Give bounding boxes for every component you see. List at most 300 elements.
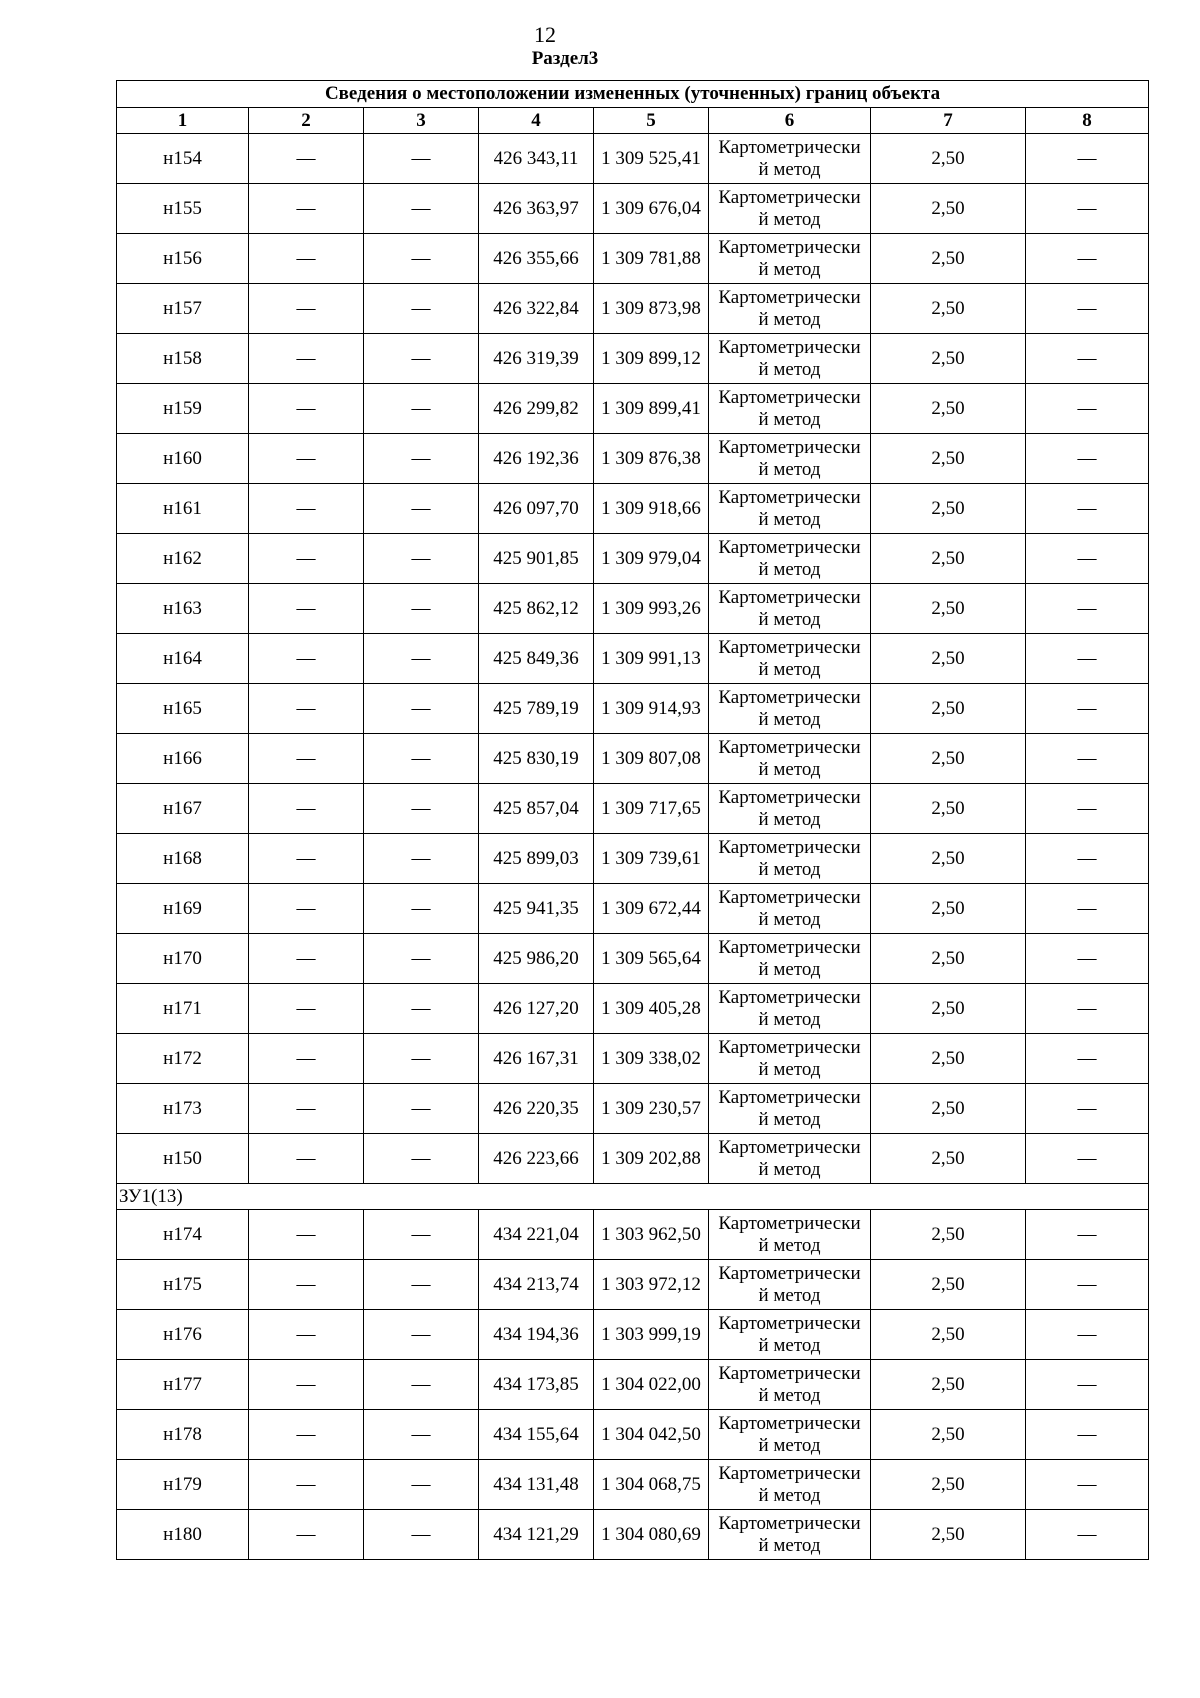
empty-dash: — — [364, 934, 479, 984]
point-label: н180 — [117, 1510, 249, 1560]
empty-dash: — — [249, 1260, 364, 1310]
accuracy-value: 2,50 — [871, 1410, 1026, 1460]
method-line-1: Картометрически — [718, 786, 861, 808]
empty-dash: — — [1026, 134, 1149, 184]
method-line-2: й метод — [758, 1384, 821, 1406]
table-row — [117, 834, 1149, 884]
table-caption-row — [117, 81, 1149, 108]
empty-dash: — — [249, 184, 364, 234]
method-cell — [709, 1084, 871, 1134]
empty-dash: — — [364, 1210, 479, 1260]
table-row — [117, 734, 1149, 784]
column-number: 6 — [709, 108, 871, 134]
empty-dash: — — [249, 584, 364, 634]
point-label: н161 — [117, 484, 249, 534]
empty-dash: — — [364, 234, 479, 284]
table-row — [117, 1360, 1149, 1410]
point-label: н166 — [117, 734, 249, 784]
y-coordinate: 1 309 876,38 — [594, 434, 709, 484]
method-line-2: й метод — [758, 508, 821, 530]
empty-dash: — — [364, 1460, 479, 1510]
method-line-2: й метод — [758, 908, 821, 930]
x-coordinate: 425 901,85 — [479, 534, 594, 584]
empty-dash: — — [1026, 434, 1149, 484]
point-label: н154 — [117, 134, 249, 184]
empty-dash: — — [249, 984, 364, 1034]
empty-dash: — — [364, 284, 479, 334]
point-label: н163 — [117, 584, 249, 634]
point-label: н168 — [117, 834, 249, 884]
y-coordinate: 1 303 999,19 — [594, 1310, 709, 1360]
method-line-1: Картометрически — [718, 436, 861, 458]
empty-dash: — — [364, 1310, 479, 1360]
x-coordinate: 434 213,74 — [479, 1260, 594, 1310]
empty-dash: — — [1026, 1210, 1149, 1260]
table-row — [117, 184, 1149, 234]
group-header-row — [117, 1184, 1149, 1210]
empty-dash: — — [249, 234, 364, 284]
empty-dash: — — [364, 584, 479, 634]
y-coordinate: 1 309 672,44 — [594, 884, 709, 934]
empty-dash: — — [364, 884, 479, 934]
method-line-2: й метод — [758, 1334, 821, 1356]
accuracy-value: 2,50 — [871, 134, 1026, 184]
empty-dash: — — [364, 834, 479, 884]
x-coordinate: 425 986,20 — [479, 934, 594, 984]
empty-dash: — — [364, 434, 479, 484]
table-row — [117, 684, 1149, 734]
table-row — [117, 1310, 1149, 1360]
x-coordinate: 425 830,19 — [479, 734, 594, 784]
x-coordinate: 426 355,66 — [479, 234, 594, 284]
x-coordinate: 426 322,84 — [479, 284, 594, 334]
method-line-2: й метод — [758, 308, 821, 330]
table-row — [117, 1460, 1149, 1510]
y-coordinate: 1 309 676,04 — [594, 184, 709, 234]
empty-dash: — — [249, 834, 364, 884]
table-row — [117, 634, 1149, 684]
accuracy-value: 2,50 — [871, 1134, 1026, 1184]
table-row — [117, 1510, 1149, 1560]
method-line-1: Картометрически — [718, 586, 861, 608]
y-coordinate: 1 309 979,04 — [594, 534, 709, 584]
method-line-1: Картометрически — [718, 486, 861, 508]
accuracy-value: 2,50 — [871, 1510, 1026, 1560]
empty-dash: — — [249, 1084, 364, 1134]
table-row — [117, 334, 1149, 384]
point-label: н165 — [117, 684, 249, 734]
method-line-1: Картометрически — [718, 1312, 861, 1334]
method-line-2: й метод — [758, 608, 821, 630]
x-coordinate: 426 097,70 — [479, 484, 594, 534]
empty-dash: — — [249, 484, 364, 534]
empty-dash: — — [364, 984, 479, 1034]
empty-dash: — — [1026, 634, 1149, 684]
empty-dash: — — [249, 284, 364, 334]
method-cell — [709, 834, 871, 884]
x-coordinate: 425 849,36 — [479, 634, 594, 684]
empty-dash: — — [364, 1510, 479, 1560]
method-cell — [709, 134, 871, 184]
table-row — [117, 884, 1149, 934]
table-row — [117, 784, 1149, 834]
x-coordinate: 426 220,35 — [479, 1084, 594, 1134]
accuracy-value: 2,50 — [871, 634, 1026, 684]
empty-dash: — — [1026, 1310, 1149, 1360]
method-line-2: й метод — [758, 1008, 821, 1030]
method-cell — [709, 184, 871, 234]
table-row — [117, 1134, 1149, 1184]
empty-dash: — — [364, 734, 479, 784]
method-line-1: Картометрически — [718, 186, 861, 208]
x-coordinate: 434 221,04 — [479, 1210, 594, 1260]
empty-dash: — — [1026, 334, 1149, 384]
method-cell — [709, 734, 871, 784]
point-label: н169 — [117, 884, 249, 934]
point-label: н160 — [117, 434, 249, 484]
empty-dash: — — [1026, 684, 1149, 734]
column-number: 2 — [249, 108, 364, 134]
empty-dash: — — [1026, 484, 1149, 534]
column-number: 5 — [594, 108, 709, 134]
method-line-1: Картометрически — [718, 986, 861, 1008]
empty-dash: — — [249, 1134, 364, 1184]
x-coordinate: 425 941,35 — [479, 884, 594, 934]
empty-dash: — — [364, 684, 479, 734]
method-line-1: Картометрически — [718, 836, 861, 858]
table-row — [117, 484, 1149, 534]
table-row — [117, 134, 1149, 184]
y-coordinate: 1 309 717,65 — [594, 784, 709, 834]
method-line-1: Картометрически — [718, 1462, 861, 1484]
y-coordinate: 1 309 202,88 — [594, 1134, 709, 1184]
empty-dash: — — [249, 934, 364, 984]
method-line-2: й метод — [758, 1108, 821, 1130]
y-coordinate: 1 309 899,12 — [594, 334, 709, 384]
empty-dash: — — [1026, 1460, 1149, 1510]
accuracy-value: 2,50 — [871, 434, 1026, 484]
table-row — [117, 1084, 1149, 1134]
accuracy-value: 2,50 — [871, 234, 1026, 284]
accuracy-value: 2,50 — [871, 484, 1026, 534]
empty-dash: — — [364, 1084, 479, 1134]
group-label: ЗУ1(13) — [117, 1184, 1149, 1210]
empty-dash: — — [364, 1034, 479, 1084]
point-label: н178 — [117, 1410, 249, 1460]
empty-dash: — — [249, 1410, 364, 1460]
y-coordinate: 1 309 781,88 — [594, 234, 709, 284]
accuracy-value: 2,50 — [871, 734, 1026, 784]
method-line-2: й метод — [758, 1484, 821, 1506]
method-cell — [709, 684, 871, 734]
method-cell — [709, 934, 871, 984]
y-coordinate: 1 309 338,02 — [594, 1034, 709, 1084]
page-number: 12 — [534, 22, 556, 47]
empty-dash: — — [364, 184, 479, 234]
accuracy-value: 2,50 — [871, 334, 1026, 384]
empty-dash: — — [1026, 984, 1149, 1034]
y-coordinate: 1 303 962,50 — [594, 1210, 709, 1260]
method-line-1: Картометрически — [718, 1262, 861, 1284]
empty-dash: — — [364, 1360, 479, 1410]
accuracy-value: 2,50 — [871, 1084, 1026, 1134]
method-cell — [709, 784, 871, 834]
method-line-2: й метод — [758, 1158, 821, 1180]
table-row — [117, 1410, 1149, 1460]
method-line-1: Картометрически — [718, 536, 861, 558]
empty-dash: — — [1026, 534, 1149, 584]
point-label: н156 — [117, 234, 249, 284]
table-row — [117, 434, 1149, 484]
empty-dash: — — [1026, 584, 1149, 634]
empty-dash: — — [249, 684, 364, 734]
y-coordinate: 1 309 565,64 — [594, 934, 709, 984]
column-number: 3 — [364, 108, 479, 134]
table-caption: Сведения о местоположении измененных (уточненных) границ объекта — [117, 81, 1149, 108]
x-coordinate: 426 192,36 — [479, 434, 594, 484]
y-coordinate: 1 304 080,69 — [594, 1510, 709, 1560]
table-row — [117, 984, 1149, 1034]
method-line-2: й метод — [758, 1058, 821, 1080]
method-cell — [709, 1510, 871, 1560]
method-line-1: Картометрически — [718, 636, 861, 658]
point-label: н176 — [117, 1310, 249, 1360]
method-line-2: й метод — [758, 1534, 821, 1556]
empty-dash: — — [249, 1510, 364, 1560]
empty-dash: — — [364, 1134, 479, 1184]
y-coordinate: 1 309 525,41 — [594, 134, 709, 184]
empty-dash: — — [249, 784, 364, 834]
method-line-1: Картометрически — [718, 1212, 861, 1234]
empty-dash: — — [1026, 1510, 1149, 1560]
y-coordinate: 1 309 918,66 — [594, 484, 709, 534]
method-line-2: й метод — [758, 258, 821, 280]
accuracy-value: 2,50 — [871, 1260, 1026, 1310]
method-cell — [709, 1260, 871, 1310]
method-line-1: Картометрически — [718, 336, 861, 358]
method-line-1: Картометрически — [718, 236, 861, 258]
method-cell — [709, 1210, 871, 1260]
method-line-2: й метод — [758, 458, 821, 480]
accuracy-value: 2,50 — [871, 684, 1026, 734]
table-row — [117, 284, 1149, 334]
empty-dash: — — [249, 884, 364, 934]
empty-dash: — — [249, 434, 364, 484]
accuracy-value: 2,50 — [871, 1310, 1026, 1360]
method-line-2: й метод — [758, 1284, 821, 1306]
empty-dash: — — [364, 1410, 479, 1460]
x-coordinate: 426 319,39 — [479, 334, 594, 384]
y-coordinate: 1 309 873,98 — [594, 284, 709, 334]
column-number: 7 — [871, 108, 1026, 134]
empty-dash: — — [1026, 1034, 1149, 1084]
method-cell — [709, 284, 871, 334]
boundary-coordinates-table — [116, 80, 1149, 1560]
method-cell — [709, 1460, 871, 1510]
method-line-1: Картометрически — [718, 1412, 861, 1434]
empty-dash: — — [249, 134, 364, 184]
empty-dash: — — [1026, 834, 1149, 884]
method-line-2: й метод — [758, 708, 821, 730]
y-coordinate: 1 309 991,13 — [594, 634, 709, 684]
table-row — [117, 934, 1149, 984]
table-row — [117, 534, 1149, 584]
method-line-2: й метод — [758, 758, 821, 780]
method-line-1: Картометрически — [718, 1136, 861, 1158]
empty-dash: — — [249, 634, 364, 684]
column-number: 4 — [479, 108, 594, 134]
accuracy-value: 2,50 — [871, 1460, 1026, 1510]
empty-dash: — — [364, 484, 479, 534]
empty-dash: — — [249, 734, 364, 784]
x-coordinate: 434 121,29 — [479, 1510, 594, 1560]
x-coordinate: 426 223,66 — [479, 1134, 594, 1184]
point-label: н177 — [117, 1360, 249, 1410]
empty-dash: — — [1026, 734, 1149, 784]
empty-dash: — — [1026, 234, 1149, 284]
accuracy-value: 2,50 — [871, 1034, 1026, 1084]
method-cell — [709, 234, 871, 284]
accuracy-value: 2,50 — [871, 884, 1026, 934]
empty-dash: — — [364, 784, 479, 834]
point-label: н150 — [117, 1134, 249, 1184]
method-cell — [709, 584, 871, 634]
table-row — [117, 1210, 1149, 1260]
y-coordinate: 1 303 972,12 — [594, 1260, 709, 1310]
method-line-1: Картометрически — [718, 886, 861, 908]
y-coordinate: 1 309 807,08 — [594, 734, 709, 784]
method-line-2: й метод — [758, 558, 821, 580]
accuracy-value: 2,50 — [871, 834, 1026, 884]
table-row — [117, 584, 1149, 634]
method-line-2: й метод — [758, 1234, 821, 1256]
x-coordinate: 425 899,03 — [479, 834, 594, 884]
empty-dash: — — [249, 1310, 364, 1360]
empty-dash: — — [1026, 284, 1149, 334]
method-line-1: Картометрически — [718, 686, 861, 708]
accuracy-value: 2,50 — [871, 934, 1026, 984]
accuracy-value: 2,50 — [871, 584, 1026, 634]
x-coordinate: 425 789,19 — [479, 684, 594, 734]
x-coordinate: 426 363,97 — [479, 184, 594, 234]
x-coordinate: 434 131,48 — [479, 1460, 594, 1510]
method-line-2: й метод — [758, 208, 821, 230]
method-cell — [709, 334, 871, 384]
x-coordinate: 426 167,31 — [479, 1034, 594, 1084]
accuracy-value: 2,50 — [871, 1360, 1026, 1410]
method-cell — [709, 1410, 871, 1460]
empty-dash: — — [1026, 884, 1149, 934]
point-label: н175 — [117, 1260, 249, 1310]
empty-dash: — — [249, 1460, 364, 1510]
point-label: н171 — [117, 984, 249, 1034]
empty-dash: — — [249, 384, 364, 434]
accuracy-value: 2,50 — [871, 1210, 1026, 1260]
empty-dash: — — [249, 534, 364, 584]
column-number: 8 — [1026, 108, 1149, 134]
accuracy-value: 2,50 — [871, 284, 1026, 334]
method-line-1: Картометрически — [718, 1512, 861, 1534]
point-label: н172 — [117, 1034, 249, 1084]
x-coordinate: 426 299,82 — [479, 384, 594, 434]
method-line-1: Картометрически — [718, 136, 861, 158]
method-line-2: й метод — [758, 158, 821, 180]
empty-dash: — — [364, 1260, 479, 1310]
method-line-2: й метод — [758, 358, 821, 380]
method-line-1: Картометрически — [718, 1036, 861, 1058]
empty-dash: — — [1026, 1260, 1149, 1310]
point-label: н158 — [117, 334, 249, 384]
empty-dash: — — [1026, 1360, 1149, 1410]
empty-dash: — — [1026, 1410, 1149, 1460]
method-cell — [709, 534, 871, 584]
accuracy-value: 2,50 — [871, 534, 1026, 584]
empty-dash: — — [1026, 784, 1149, 834]
y-coordinate: 1 309 899,41 — [594, 384, 709, 434]
point-label: н167 — [117, 784, 249, 834]
column-number: 1 — [117, 108, 249, 134]
method-line-2: й метод — [758, 1434, 821, 1456]
method-cell — [709, 984, 871, 1034]
method-cell — [709, 1360, 871, 1410]
point-label: н159 — [117, 384, 249, 434]
empty-dash: — — [1026, 934, 1149, 984]
x-coordinate: 425 862,12 — [479, 584, 594, 634]
method-line-2: й метод — [758, 958, 821, 980]
method-cell — [709, 1310, 871, 1360]
y-coordinate: 1 304 022,00 — [594, 1360, 709, 1410]
point-label: н174 — [117, 1210, 249, 1260]
table-row — [117, 234, 1149, 284]
empty-dash: — — [1026, 384, 1149, 434]
point-label: н170 — [117, 934, 249, 984]
table-row — [117, 1260, 1149, 1310]
x-coordinate: 434 194,36 — [479, 1310, 594, 1360]
accuracy-value: 2,50 — [871, 984, 1026, 1034]
empty-dash: — — [364, 334, 479, 384]
x-coordinate: 426 343,11 — [479, 134, 594, 184]
method-line-1: Картометрически — [718, 1362, 861, 1384]
empty-dash: — — [1026, 1134, 1149, 1184]
empty-dash: — — [364, 384, 479, 434]
y-coordinate: 1 309 914,93 — [594, 684, 709, 734]
empty-dash: — — [1026, 1084, 1149, 1134]
y-coordinate: 1 309 993,26 — [594, 584, 709, 634]
method-cell — [709, 1134, 871, 1184]
point-label: н155 — [117, 184, 249, 234]
method-line-2: й метод — [758, 658, 821, 680]
empty-dash: — — [249, 1360, 364, 1410]
method-cell — [709, 1034, 871, 1084]
x-coordinate: 425 857,04 — [479, 784, 594, 834]
method-line-2: й метод — [758, 808, 821, 830]
point-label: н179 — [117, 1460, 249, 1510]
accuracy-value: 2,50 — [871, 784, 1026, 834]
empty-dash: — — [364, 534, 479, 584]
empty-dash: — — [249, 1034, 364, 1084]
y-coordinate: 1 309 230,57 — [594, 1084, 709, 1134]
method-line-1: Картометрически — [718, 286, 861, 308]
method-cell — [709, 884, 871, 934]
empty-dash: — — [249, 334, 364, 384]
method-cell — [709, 434, 871, 484]
y-coordinate: 1 309 405,28 — [594, 984, 709, 1034]
table-row — [117, 1034, 1149, 1084]
table-row — [117, 384, 1149, 434]
method-line-1: Картометрически — [718, 1086, 861, 1108]
point-label: н173 — [117, 1084, 249, 1134]
empty-dash: — — [1026, 184, 1149, 234]
